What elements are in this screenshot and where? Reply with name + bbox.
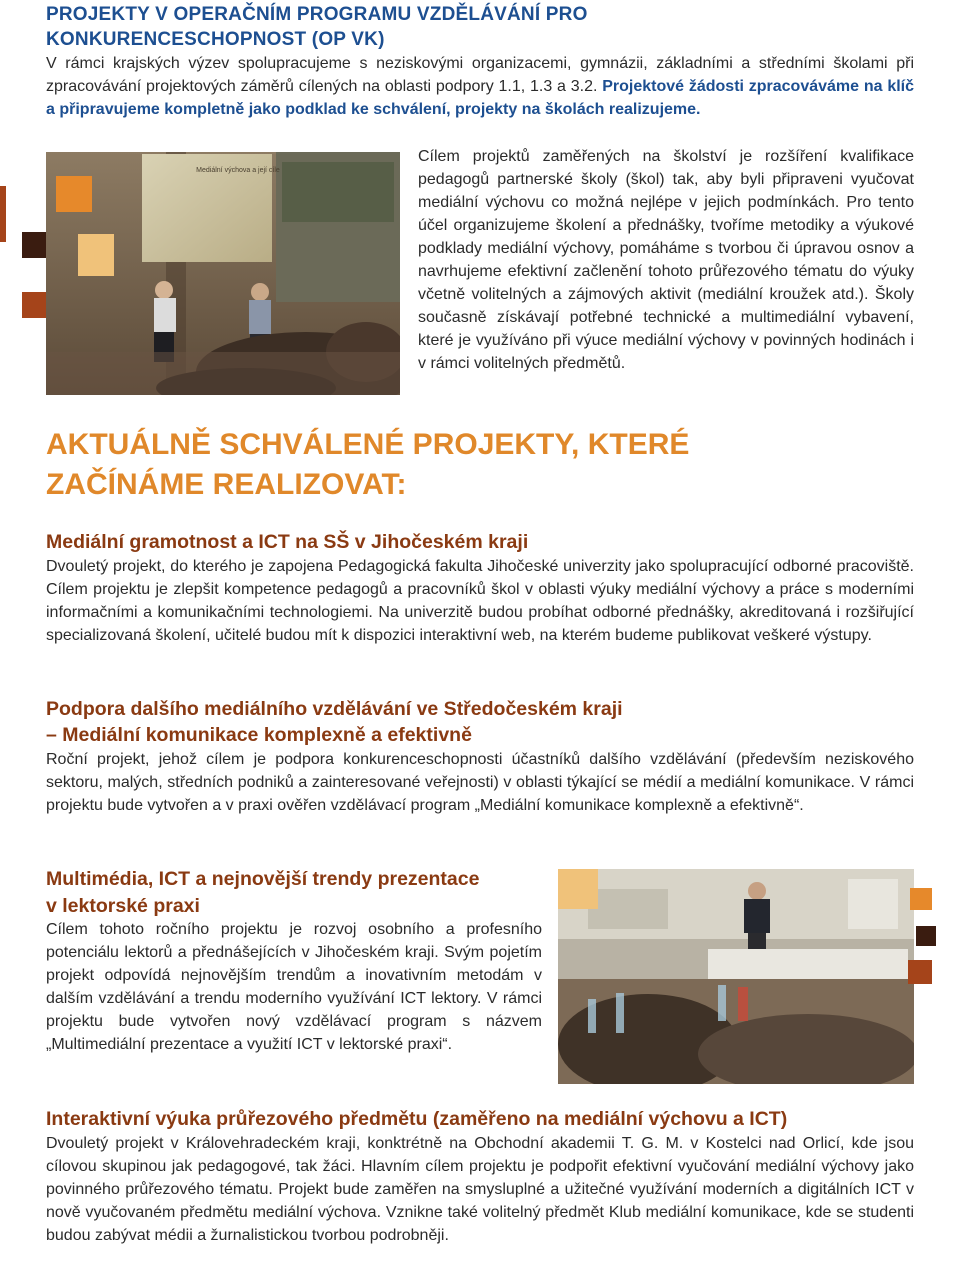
photo-overlay-square-sand	[78, 234, 114, 276]
project-2-title: Podpora dalšího mediálního vzdělávání ve Středočeském kraji	[46, 698, 623, 720]
project-4-text: Dvouletý projekt v Královehradeckém kraji, konktrétně na Obchodní akademii T. G. M. v Kostelci nad Orlicí, kde jsou cílovou skupinou jak pedagogové, tak žáci. Hlavním cílem projektu je podpořit efektivní vyučování mediální výchovy jako povinného průřezového tématu. Projekt bude zaměřen na smysluplné a užitečné využívání moderních a digitálních ICT v nově vyučovaném předmětu mediální výchova. Vznikne také volitelný předmět Klub mediální komunikace, kde se studenti budou zabývat médii a žurnalistickou tvorbou podrobněji.	[46, 1135, 914, 1244]
project-3-text: Cílem tohoto ročního projektu je rozvoj osobního a profesního potenciálu lektorů a přednášejících v Jihočeském kraji. Svým pojetím projekt odpovídá nejnovějším trendům a inovativním metodám v dalším vzdělávání a trendu moderního využívání ICT lektory. V rámci projektu bude vytvořen nový vzdělávací program s názvem „Multimediální prezentace a využití ICT v lektorské praxi“.	[46, 921, 542, 1053]
seminar-photo-illustration	[558, 869, 914, 1084]
intro-bold-text: Projektové žádosti zpracováváme na klíč a připravujeme kompletně jako podklad ke schválení, projekty na školách realizujeme.	[46, 78, 915, 118]
project-1-title: Mediální gramotnost a ICT na SŠ v Jihočeském kraji	[46, 531, 529, 553]
decor-bar-rust-left	[0, 186, 6, 242]
decor-square-rust-right	[908, 960, 932, 984]
seminar-photo	[558, 869, 914, 1084]
project-1-text: Dvouletý projekt, do kterého je zapojena Pedagogická fakulta Jihočeské univerzity jako spolupracující odborné pracoviště. Cílem projektu je zlepšit kompetence pedagogů a pracovníků škol v oblasti výuky mediální výchovy a práce s moderními informačními a komunikačními technologiemi. Na univerzitě budou probíhat odborné přednášky, akreditovaná i rozšiřující specializovaná školení, učitelé budou mít k dispozici interaktivní web, na kterém budeme publikovat veškeré výstupy.	[46, 558, 914, 644]
decor-square-rust-left	[22, 292, 48, 318]
photo-overlay-square-sand-2	[558, 869, 598, 909]
lecture-photo	[46, 152, 400, 395]
project-2-subtitle: – Mediální komunikace komplexně a efektivně	[46, 724, 472, 746]
project-3-subtitle: v lektorské praxi	[46, 895, 200, 917]
page-title: PROJEKTY V OPERAČNÍM PROGRAMU VZDĚLÁVÁNÍ PRO KONKURENCESCHOPNOST (OP VK)	[46, 4, 588, 50]
decor-square-dark-left	[22, 232, 48, 258]
schools-paragraph: Cílem projektů zaměřených na školství je rozšíření kvalifikace pedagogů partnerské školy (škol) tak, aby byli připraveni vyučovat mediální výchovu co možná nejlépe v jejich podmínkách. Pro tento účel organizujeme školení a přednášky, tvoříme metodiky a výukové podklady mediální výchovy, pomáháme s tvorbou či úpravou osnov a navrhujeme efektivní začlenění tohoto průřezového tématu do výuky včetně volitelných a zájmových aktivit (mediální kroužek atd.). Školy současně získávají potřebné technické a multimediální vybavení, které je využíváno při výuce mediální výchovy v povinných hodinách i v rámci volitelných předmětů.	[418, 148, 914, 372]
photo-overlay-square-orange	[56, 176, 92, 212]
decor-square-dark-right	[916, 926, 936, 946]
decor-square-orange-right	[910, 888, 932, 910]
project-4-title: Interaktivní výuka průřezového předmětu (zaměřeno na mediální výchovu a ICT)	[46, 1108, 788, 1130]
intro-paragraph	[46, 52, 914, 121]
intro-text: V rámci krajských výzev spolupracujeme s neziskovými organizacemi, gymnázii, základními a středními školami při zpracovávání projektových záměrů cílených na oblasti podpory 1.1, 1.3 a 3.2.	[46, 55, 914, 95]
project-3-title: Multimédia, ICT a nejnovější trendy prezentace	[46, 868, 480, 890]
section-title: AKTUÁLNĚ SCHVÁLENÉ PROJEKTY, KTERÉ ZAČÍNÁME REALIZOVAT:	[46, 428, 690, 501]
project-2-text: Roční projekt, jehož cílem je podpora konkurenceschopnosti účastníků dalšího vzdělávání (především neziskového sektoru, malých, středních podniků a zainteresované veřejnosti) v oblasti týkající se médií a mediální komunikace. V rámci projektu bude vytvořen a v praxi ověřen vzdělávací program „Mediální komunikace komplexně a efektivně“.	[46, 751, 914, 814]
slide-text: Mediální výchova a její cíle	[196, 167, 280, 174]
